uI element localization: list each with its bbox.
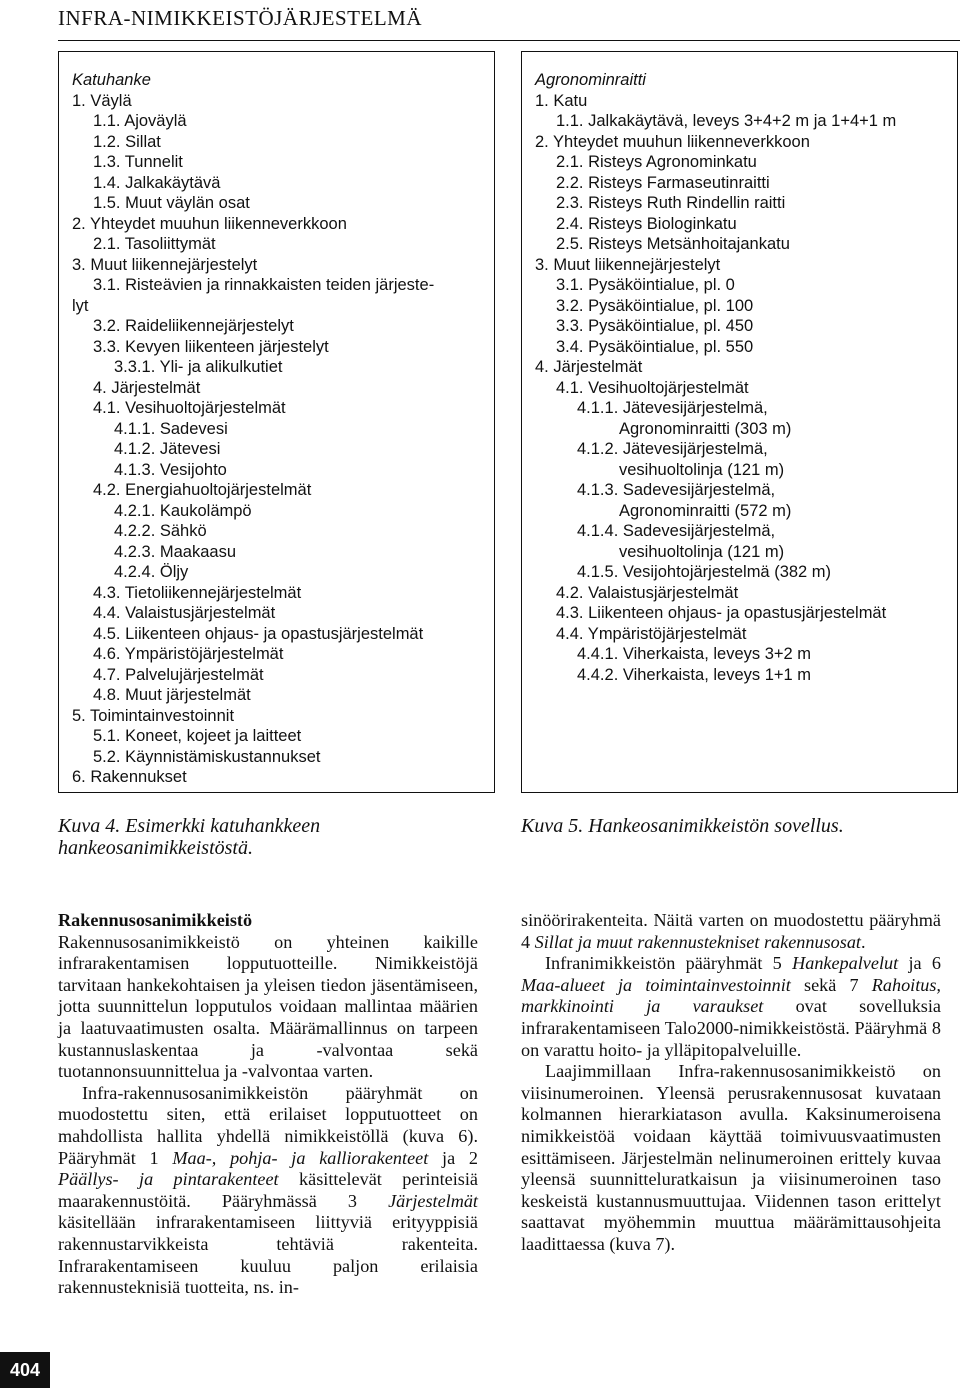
paragraph: Laajimmillaan Infra-rakennusosanimikkeistö on viisinumeroinen. Yleensä perusrakennusosat kuvataan kolmannen hierarkiatason avulla. Kaksinumeroisena nimikkeistöä voidaan käyttää toimivuusvaatimusten esittämiseen. Järjestelmän nelinumeroinen erittely kuvaa yleensä suunnitteluratkaisun ja viisinumeroinen taso keskeistä kustannusmuuttujaa. Viidennen tason erittelyt saattavat myöhemmin muuttua määrämittausohjeita laadittaessa (kuva 7). — [521, 1061, 941, 1254]
hierarchy-item: 2.5. Risteys Metsänhoitajankatu — [556, 235, 790, 253]
hierarchy-item: 5.1. Koneet, kojeet ja laitteet — [93, 727, 302, 745]
hierarchy-item: 1.1. Ajoväylä — [93, 112, 187, 130]
hierarchy-item: 5. Toimintainvestoinnit — [72, 706, 235, 725]
hierarchy-item: 1. Väylä — [72, 91, 132, 110]
running-header-title: INFRA-NIMIKKEISTÖJÄRJESTELMÄ — [58, 6, 422, 30]
hierarchy-item: 4.4.1. Viherkaista, leveys 3+2 m — [577, 645, 812, 663]
hierarchy-item: 2.4. Risteys Biologinkatu — [556, 214, 737, 233]
paragraph: Rakennusosanimikkeistö on yhteinen kaikille infrarakentamisen lopputuotteille. Nimikkeistöjä tarvitaan hankekohtaisen ja yleisen tiedon jäsentämiseen, jotta suunnittelun lopputulos voidaan mallintaa määrien ja laatuvaatimusten osalta. Määrämallinnus on tarpeen kustannuslaskentaa ja -valvontaa sekä tuotannonsuunnittelua ja -valvontaa varten. — [58, 931, 478, 1082]
paragraph: Infranimikkeistön pääryhmät 5 Hankepalvelut ja 6 Maa-alueet ja toimintainvestoinnit sekä 7 Rahoitus, markkinointi ja varaukset ovat sovelluksia infrarakentamiseen Talo2000-nimikkeistöstä. Pääryhmä 8 on varattu hoito- ja ylläpitopalveluille. — [521, 953, 941, 1060]
hierarchy-item: 4.2. Energiahuoltojärjestelmät — [93, 481, 312, 499]
hierarchy-item: 4.1.1. Jätevesijärjestelmä, — [577, 399, 768, 417]
figure-4-hierarchy — [72, 70, 486, 788]
hierarchy-item: 1.5. Muut väylän osat — [93, 194, 250, 212]
figure-5-caption: Kuva 5. Hankeosanimikkeistön sovellus. — [521, 815, 844, 837]
hierarchy-item: 4.2. Valaistusjärjestelmät — [556, 583, 739, 602]
hierarchy-item: 4.1. Vesihuoltojärjestelmät — [556, 378, 749, 397]
hierarchy-item: 4.5. Liikenteen ohjaus- ja opastusjärjestelmät — [93, 624, 424, 643]
running-header — [58, 0, 960, 41]
hierarchy-item: 2.1. Tasoliittymät — [93, 235, 216, 253]
hierarchy-item: Agronominraitti — [535, 71, 646, 89]
hierarchy-item: 3.3. Pysäköintialue, pl. 450 — [556, 317, 754, 335]
hierarchy-item: 2.1. Risteys Agronominkatu — [556, 153, 757, 171]
figure-5-hierarchy — [535, 70, 949, 685]
hierarchy-item: 4. Järjestelmät — [535, 358, 643, 376]
hierarchy-item: vesihuoltolinja (121 m) — [619, 460, 785, 479]
hierarchy-item: 4.4. Valaistusjärjestelmät — [93, 604, 276, 622]
hierarchy-item: 4.1.3. Vesijohto — [114, 460, 227, 479]
hierarchy-item: 4.1.1. Sadevesi — [114, 419, 228, 438]
hierarchy-item: 2.2. Risteys Farmaseutinraitti — [556, 173, 770, 192]
hierarchy-item: 1.4. Jalkakäytävä — [93, 173, 221, 192]
hierarchy-item: 2.3. Risteys Ruth Rindellin raitti — [556, 194, 786, 212]
hierarchy-item: lyt — [72, 296, 89, 315]
hierarchy-item: 3.3. Kevyen liikenteen järjestelyt — [93, 337, 329, 356]
hierarchy-item: 4.1.2. Jätevesi — [114, 440, 221, 458]
hierarchy-item: 3. Muut liikennejärjestelyt — [535, 255, 721, 274]
hierarchy-item: 4.4.2. Viherkaista, leveys 1+1 m — [577, 665, 812, 684]
figure-5-box — [521, 51, 958, 793]
hierarchy-item: 3.3.1. Yli- ja alikulkutiet — [114, 358, 283, 376]
figure-4-caption: Kuva 4. Esimerkki katuhankkeen hankeosanimikkeistöstä. — [58, 815, 321, 859]
hierarchy-item: 2. Yhteydet muuhun liikenneverkkoon — [535, 132, 810, 151]
hierarchy-item: 1.3. Tunnelit — [93, 153, 183, 171]
hierarchy-item: 4.7. Palvelujärjestelmät — [93, 665, 264, 684]
hierarchy-item: Agronominraitti (303 m) — [619, 419, 792, 438]
hierarchy-item: Katuhanke — [72, 71, 151, 89]
hierarchy-item: 3.2. Pysäköintialue, pl. 100 — [556, 296, 754, 315]
figure-4-box — [58, 51, 495, 793]
section-heading: Rakennusosanimikkeistö — [58, 910, 253, 930]
hierarchy-item: 4.8. Muut järjestelmät — [93, 686, 251, 704]
hierarchy-item: 4.1.2. Jätevesijärjestelmä, — [577, 440, 768, 458]
body-column-left — [58, 910, 478, 1299]
hierarchy-item: 4.1.5. Vesijohtojärjestelmä (382 m) — [577, 563, 832, 581]
hierarchy-item: 4.2.2. Sähkö — [114, 522, 207, 540]
hierarchy-item: 4.2.4. Öljy — [114, 563, 189, 581]
hierarchy-item: 1.1. Jalkakäytävä, leveys 3+4+2 m ja 1+4+1 m — [556, 112, 897, 130]
paragraph: Infra-rakennusosanimikkeistön pääryhmät on muodostettu siten, että erilaiset lopputuotteet on mahdollista hallita yhdellä nimikkeistöllä (kuva 6). Pääryhmät 1 Maa-, pohja- ja kalliorakenteet ja 2 Päällys- ja pintarakenteet käsittelevät perinteisiä maarakennustöitä. Pääryhmässä 3 Järjestelmät käsitellään infrarakentamiseen liittyviä erityyppisiä rakennustarvikkeista tehtäviä rakenteita. Infrarakentamiseen kuuluu paljon erilaisia rakennusteknisiä tuotteita, ns. in- — [58, 1082, 479, 1298]
hierarchy-item: 2. Yhteydet muuhun liikenneverkkoon — [72, 214, 347, 233]
hierarchy-item: 3.1. Risteävien ja rinnakkaisten teiden järjeste- — [93, 276, 435, 294]
hierarchy-item: Agronominraitti (572 m) — [619, 501, 792, 520]
hierarchy-item: 3.1. Pysäköintialue, pl. 0 — [556, 276, 735, 294]
hierarchy-item: 4.3. Liikenteen ohjaus- ja opastusjärjestelmät — [556, 604, 887, 622]
hierarchy-item: 4. Järjestelmät — [93, 378, 201, 397]
hierarchy-item: 4.2.3. Maakaasu — [114, 542, 236, 561]
hierarchy-item: 4.3. Tietoliikennejärjestelmät — [93, 583, 302, 602]
hierarchy-item: 3.2. Raideliikennejärjestelyt — [93, 317, 294, 335]
hierarchy-item: vesihuoltolinja (121 m) — [619, 542, 785, 561]
hierarchy-item: 4.1. Vesihuoltojärjestelmät — [93, 399, 286, 417]
hierarchy-item: 4.6. Ympäristöjärjestelmät — [93, 645, 284, 663]
hierarchy-item: 5.2. Käynnistämiskustannukset — [93, 747, 321, 766]
hierarchy-item: 4.4. Ympäristöjärjestelmät — [556, 624, 747, 643]
hierarchy-item: 1. Katu — [535, 91, 588, 110]
body-column-right — [521, 910, 941, 1256]
hierarchy-item: 3. Muut liikennejärjestelyt — [72, 255, 258, 274]
hierarchy-item: 4.1.3. Sadevesijärjestelmä, — [577, 481, 776, 499]
hierarchy-item: 1.2. Sillat — [93, 132, 161, 151]
hierarchy-item: 4.1.4. Sadevesijärjestelmä, — [577, 522, 776, 540]
page-number: 404 — [0, 1352, 50, 1388]
hierarchy-item: 3.4. Pysäköintialue, pl. 550 — [556, 337, 754, 356]
hierarchy-item: 6. Rakennukset — [72, 768, 187, 786]
hierarchy-item: 4.2.1. Kaukolämpö — [114, 501, 252, 520]
paragraph: sinöörirakenteita. Näitä varten on muodostettu pääryhmä 4 Sillat ja muut rakennustekniset rakennusosat. — [521, 910, 941, 952]
